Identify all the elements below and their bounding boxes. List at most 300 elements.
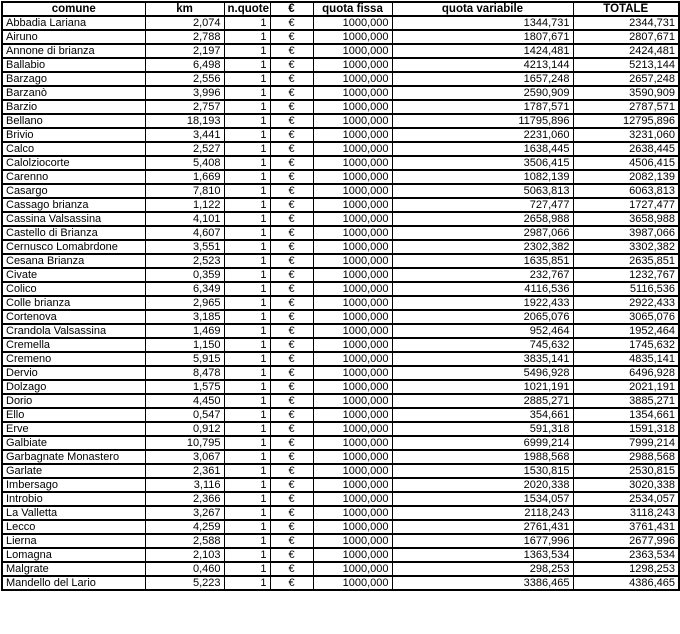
cell-comune: Crandola Valsassina — [2, 324, 145, 338]
cell-comune: Cassago brianza — [2, 198, 145, 212]
cell-totale: 3118,243 — [573, 506, 679, 520]
cell-quota-variabile: 2987,066 — [392, 226, 573, 240]
cell-euro: € — [270, 142, 313, 156]
cell-quota-variabile: 11795,896 — [392, 114, 573, 128]
cell-quota-fissa: 1000,000 — [313, 58, 392, 72]
cell-comune: Abbadia Lariana — [2, 16, 145, 30]
cell-quota-variabile: 591,318 — [392, 422, 573, 436]
cell-comune: Brivio — [2, 128, 145, 142]
cell-n-quote: 1 — [224, 268, 270, 282]
cell-km: 2,588 — [145, 534, 224, 548]
cell-km: 3,185 — [145, 310, 224, 324]
cell-totale: 2021,191 — [573, 380, 679, 394]
table-row — [2, 296, 679, 310]
table-row — [2, 506, 679, 520]
cell-n-quote: 1 — [224, 30, 270, 44]
cell-km: 5,915 — [145, 352, 224, 366]
cell-quota-variabile: 1082,139 — [392, 170, 573, 184]
cell-totale: 1591,318 — [573, 422, 679, 436]
cell-quota-fissa: 1000,000 — [313, 576, 392, 590]
cell-km: 3,996 — [145, 86, 224, 100]
column-header-totale: TOTALE — [573, 2, 679, 16]
cell-km: 3,267 — [145, 506, 224, 520]
cell-comune: Cernusco Lomabrdone — [2, 240, 145, 254]
cell-n-quote: 1 — [224, 170, 270, 184]
cell-euro: € — [270, 240, 313, 254]
cell-euro: € — [270, 156, 313, 170]
cell-comune: Calco — [2, 142, 145, 156]
cell-comune: Barzanò — [2, 86, 145, 100]
cell-totale: 2534,057 — [573, 492, 679, 506]
cell-n-quote: 1 — [224, 58, 270, 72]
cell-totale: 6496,928 — [573, 366, 679, 380]
cell-km: 2,527 — [145, 142, 224, 156]
cell-euro: € — [270, 338, 313, 352]
cell-km: 1,669 — [145, 170, 224, 184]
cell-quota-variabile: 4116,536 — [392, 282, 573, 296]
cell-totale: 3020,338 — [573, 478, 679, 492]
cell-comune: Casargo — [2, 184, 145, 198]
cell-totale: 4835,141 — [573, 352, 679, 366]
table-row — [2, 534, 679, 548]
cell-quota-fissa: 1000,000 — [313, 142, 392, 156]
cell-quota-fissa: 1000,000 — [313, 562, 392, 576]
cell-comune: Cremeno — [2, 352, 145, 366]
cell-n-quote: 1 — [224, 478, 270, 492]
cell-quota-variabile: 3506,415 — [392, 156, 573, 170]
cell-quota-fissa: 1000,000 — [313, 268, 392, 282]
cell-totale: 1745,632 — [573, 338, 679, 352]
table-row — [2, 30, 679, 44]
cell-km: 0,547 — [145, 408, 224, 422]
column-header-quota-variabile: quota variabile — [392, 2, 573, 16]
cell-quota-variabile: 1344,731 — [392, 16, 573, 30]
cell-totale: 2677,996 — [573, 534, 679, 548]
cell-comune: Introbio — [2, 492, 145, 506]
cell-totale: 3761,431 — [573, 520, 679, 534]
cell-comune: Malgrate — [2, 562, 145, 576]
cell-quota-variabile: 1363,534 — [392, 548, 573, 562]
cell-quota-fissa: 1000,000 — [313, 100, 392, 114]
cell-euro: € — [270, 100, 313, 114]
table-row — [2, 464, 679, 478]
cell-totale: 4506,415 — [573, 156, 679, 170]
cell-comune: Civate — [2, 268, 145, 282]
cell-euro: € — [270, 422, 313, 436]
cell-km: 1,575 — [145, 380, 224, 394]
table-row — [2, 394, 679, 408]
table-row — [2, 366, 679, 380]
cell-comune: Ballabio — [2, 58, 145, 72]
table-row — [2, 44, 679, 58]
table-row — [2, 114, 679, 128]
cell-totale: 2344,731 — [573, 16, 679, 30]
cell-quota-fissa: 1000,000 — [313, 380, 392, 394]
cell-euro: € — [270, 492, 313, 506]
cell-euro: € — [270, 366, 313, 380]
cell-quota-variabile: 2065,076 — [392, 310, 573, 324]
cell-n-quote: 1 — [224, 128, 270, 142]
cell-comune: Calolziocorte — [2, 156, 145, 170]
cell-km: 1,150 — [145, 338, 224, 352]
cell-comune: Erve — [2, 422, 145, 436]
table-row — [2, 16, 679, 30]
cell-quota-fissa: 1000,000 — [313, 408, 392, 422]
cell-quota-fissa: 1000,000 — [313, 464, 392, 478]
table-row — [2, 240, 679, 254]
table-row — [2, 254, 679, 268]
cell-quota-variabile: 4213,144 — [392, 58, 573, 72]
cell-quota-fissa: 1000,000 — [313, 492, 392, 506]
cell-euro: € — [270, 534, 313, 548]
cell-n-quote: 1 — [224, 394, 270, 408]
cell-comune: Lecco — [2, 520, 145, 534]
cell-euro: € — [270, 324, 313, 338]
cell-euro: € — [270, 170, 313, 184]
cell-totale: 2082,139 — [573, 170, 679, 184]
cell-quota-fissa: 1000,000 — [313, 366, 392, 380]
cell-n-quote: 1 — [224, 436, 270, 450]
cell-euro: € — [270, 450, 313, 464]
cell-totale: 3885,271 — [573, 394, 679, 408]
table-row — [2, 324, 679, 338]
cell-comune: Mandello del Lario — [2, 576, 145, 590]
cell-quota-variabile: 232,767 — [392, 268, 573, 282]
cell-km: 2,103 — [145, 548, 224, 562]
cell-quota-fissa: 1000,000 — [313, 16, 392, 30]
cell-quota-variabile: 1424,481 — [392, 44, 573, 58]
cell-n-quote: 1 — [224, 534, 270, 548]
table-row — [2, 226, 679, 240]
cell-n-quote: 1 — [224, 506, 270, 520]
cell-quota-variabile: 354,661 — [392, 408, 573, 422]
cell-n-quote: 1 — [224, 450, 270, 464]
cell-totale: 2787,571 — [573, 100, 679, 114]
cell-n-quote: 1 — [224, 562, 270, 576]
cell-km: 10,795 — [145, 436, 224, 450]
cell-n-quote: 1 — [224, 576, 270, 590]
cell-totale: 6063,813 — [573, 184, 679, 198]
cell-euro: € — [270, 436, 313, 450]
cell-quota-variabile: 3835,141 — [392, 352, 573, 366]
table-row — [2, 436, 679, 450]
table-row — [2, 268, 679, 282]
cell-quota-variabile: 2885,271 — [392, 394, 573, 408]
cell-km: 2,361 — [145, 464, 224, 478]
cell-euro: € — [270, 16, 313, 30]
cell-comune: Castello di Brianza — [2, 226, 145, 240]
cell-quota-variabile: 5496,928 — [392, 366, 573, 380]
cell-totale: 2530,815 — [573, 464, 679, 478]
cell-quota-fissa: 1000,000 — [313, 422, 392, 436]
cell-km: 3,116 — [145, 478, 224, 492]
cell-quota-fissa: 1000,000 — [313, 254, 392, 268]
cell-n-quote: 1 — [224, 464, 270, 478]
cell-km: 2,074 — [145, 16, 224, 30]
cell-euro: € — [270, 520, 313, 534]
cell-km: 1,469 — [145, 324, 224, 338]
cell-comune: Carenno — [2, 170, 145, 184]
cell-quota-variabile: 5063,813 — [392, 184, 573, 198]
cell-n-quote: 1 — [224, 114, 270, 128]
cell-quota-variabile: 2761,431 — [392, 520, 573, 534]
cell-km: 18,193 — [145, 114, 224, 128]
cell-km: 2,556 — [145, 72, 224, 86]
cell-quota-fissa: 1000,000 — [313, 534, 392, 548]
cell-euro: € — [270, 478, 313, 492]
table-row — [2, 422, 679, 436]
cell-km: 4,259 — [145, 520, 224, 534]
table-row — [2, 492, 679, 506]
cell-comune: Ello — [2, 408, 145, 422]
cell-comune: Garlate — [2, 464, 145, 478]
cell-comune: Dolzago — [2, 380, 145, 394]
cell-n-quote: 1 — [224, 254, 270, 268]
table-row — [2, 86, 679, 100]
cell-quota-fissa: 1000,000 — [313, 226, 392, 240]
table-row — [2, 198, 679, 212]
cell-km: 2,523 — [145, 254, 224, 268]
cell-totale: 2807,671 — [573, 30, 679, 44]
column-header-comune: comune — [2, 2, 145, 16]
cell-km: 2,757 — [145, 100, 224, 114]
cell-n-quote: 1 — [224, 16, 270, 30]
cell-quota-fissa: 1000,000 — [313, 310, 392, 324]
cell-km: 5,408 — [145, 156, 224, 170]
cell-quota-fissa: 1000,000 — [313, 128, 392, 142]
cell-quota-fissa: 1000,000 — [313, 170, 392, 184]
cell-n-quote: 1 — [224, 72, 270, 86]
cell-quota-fissa: 1000,000 — [313, 198, 392, 212]
cell-quota-fissa: 1000,000 — [313, 296, 392, 310]
cell-quota-variabile: 1807,671 — [392, 30, 573, 44]
cell-n-quote: 1 — [224, 366, 270, 380]
cell-euro: € — [270, 394, 313, 408]
cell-n-quote: 1 — [224, 310, 270, 324]
cell-euro: € — [270, 548, 313, 562]
table-row — [2, 184, 679, 198]
cell-euro: € — [270, 128, 313, 142]
cell-comune: Lierna — [2, 534, 145, 548]
cell-quota-fissa: 1000,000 — [313, 72, 392, 86]
cell-totale: 2424,481 — [573, 44, 679, 58]
table-row — [2, 310, 679, 324]
cell-km: 6,498 — [145, 58, 224, 72]
cell-km: 3,067 — [145, 450, 224, 464]
table-row — [2, 212, 679, 226]
table-row — [2, 548, 679, 562]
cell-km: 3,441 — [145, 128, 224, 142]
cell-quota-variabile: 2590,909 — [392, 86, 573, 100]
cell-quota-variabile: 1988,568 — [392, 450, 573, 464]
cell-totale: 4386,465 — [573, 576, 679, 590]
cell-quota-variabile: 3386,465 — [392, 576, 573, 590]
cell-n-quote: 1 — [224, 100, 270, 114]
table-row — [2, 576, 679, 590]
cell-quota-variabile: 6999,214 — [392, 436, 573, 450]
cell-quota-fissa: 1000,000 — [313, 450, 392, 464]
cell-totale: 3590,909 — [573, 86, 679, 100]
cell-comune: Barzago — [2, 72, 145, 86]
cell-km: 2,965 — [145, 296, 224, 310]
cell-comune: Garbagnate Monastero — [2, 450, 145, 464]
cell-km: 4,450 — [145, 394, 224, 408]
cell-km: 8,478 — [145, 366, 224, 380]
cell-euro: € — [270, 86, 313, 100]
table-row — [2, 142, 679, 156]
table-row — [2, 520, 679, 534]
cell-km: 6,349 — [145, 282, 224, 296]
cell-totale: 12795,896 — [573, 114, 679, 128]
cell-km: 0,912 — [145, 422, 224, 436]
cell-euro: € — [270, 226, 313, 240]
cell-euro: € — [270, 576, 313, 590]
quota-table — [1, 1, 680, 591]
cell-euro: € — [270, 464, 313, 478]
column-header-n-quote: n.quote — [224, 2, 270, 16]
cell-quota-fissa: 1000,000 — [313, 184, 392, 198]
cell-n-quote: 1 — [224, 338, 270, 352]
cell-euro: € — [270, 44, 313, 58]
cell-totale: 2657,248 — [573, 72, 679, 86]
cell-quota-variabile: 745,632 — [392, 338, 573, 352]
table-row — [2, 408, 679, 422]
cell-euro: € — [270, 198, 313, 212]
cell-totale: 2922,433 — [573, 296, 679, 310]
table-header-row — [2, 2, 679, 16]
cell-n-quote: 1 — [224, 142, 270, 156]
cell-quota-fissa: 1000,000 — [313, 240, 392, 254]
cell-euro: € — [270, 506, 313, 520]
cell-km: 4,101 — [145, 212, 224, 226]
cell-comune: Colle brianza — [2, 296, 145, 310]
cell-totale: 5116,536 — [573, 282, 679, 296]
cell-quota-variabile: 1021,191 — [392, 380, 573, 394]
cell-n-quote: 1 — [224, 156, 270, 170]
cell-comune: Imbersago — [2, 478, 145, 492]
cell-quota-fissa: 1000,000 — [313, 436, 392, 450]
cell-euro: € — [270, 380, 313, 394]
cell-n-quote: 1 — [224, 520, 270, 534]
table-row — [2, 128, 679, 142]
cell-totale: 2638,445 — [573, 142, 679, 156]
cell-quota-fissa: 1000,000 — [313, 338, 392, 352]
cell-comune: Galbiate — [2, 436, 145, 450]
cell-euro: € — [270, 310, 313, 324]
cell-totale: 2988,568 — [573, 450, 679, 464]
cell-n-quote: 1 — [224, 240, 270, 254]
cell-comune: Cremella — [2, 338, 145, 352]
cell-euro: € — [270, 212, 313, 226]
cell-n-quote: 1 — [224, 226, 270, 240]
cell-n-quote: 1 — [224, 296, 270, 310]
table-row — [2, 72, 679, 86]
column-header-euro: € — [270, 2, 313, 16]
table-row — [2, 380, 679, 394]
cell-euro: € — [270, 352, 313, 366]
cell-euro: € — [270, 114, 313, 128]
cell-quota-fissa: 1000,000 — [313, 352, 392, 366]
table-row — [2, 450, 679, 464]
cell-euro: € — [270, 562, 313, 576]
cell-quota-variabile: 2658,988 — [392, 212, 573, 226]
cell-quota-variabile: 1534,057 — [392, 492, 573, 506]
cell-n-quote: 1 — [224, 282, 270, 296]
cell-km: 7,810 — [145, 184, 224, 198]
cell-totale: 2635,851 — [573, 254, 679, 268]
cell-comune: Cesana Brianza — [2, 254, 145, 268]
cell-quota-variabile: 2302,382 — [392, 240, 573, 254]
cell-quota-fissa: 1000,000 — [313, 506, 392, 520]
cell-quota-fissa: 1000,000 — [313, 114, 392, 128]
cell-n-quote: 1 — [224, 408, 270, 422]
cell-quota-variabile: 727,477 — [392, 198, 573, 212]
table-row — [2, 156, 679, 170]
cell-quota-fissa: 1000,000 — [313, 478, 392, 492]
cell-quota-variabile: 952,464 — [392, 324, 573, 338]
cell-quota-variabile: 1787,571 — [392, 100, 573, 114]
cell-quota-fissa: 1000,000 — [313, 282, 392, 296]
cell-km: 0,359 — [145, 268, 224, 282]
cell-km: 2,788 — [145, 30, 224, 44]
cell-euro: € — [270, 296, 313, 310]
table-row — [2, 562, 679, 576]
cell-km: 5,223 — [145, 576, 224, 590]
cell-totale: 3302,382 — [573, 240, 679, 254]
cell-euro: € — [270, 58, 313, 72]
cell-n-quote: 1 — [224, 422, 270, 436]
cell-quota-variabile: 1922,433 — [392, 296, 573, 310]
cell-km: 0,460 — [145, 562, 224, 576]
cell-comune: Cassina Valsassina — [2, 212, 145, 226]
cell-totale: 3065,076 — [573, 310, 679, 324]
cell-km: 4,607 — [145, 226, 224, 240]
cell-n-quote: 1 — [224, 212, 270, 226]
column-header-quota-fissa: quota fissa — [313, 2, 392, 16]
cell-euro: € — [270, 30, 313, 44]
cell-comune: Bellano — [2, 114, 145, 128]
table-row — [2, 282, 679, 296]
cell-comune: Dorio — [2, 394, 145, 408]
table-row — [2, 170, 679, 184]
table-row — [2, 100, 679, 114]
cell-euro: € — [270, 72, 313, 86]
cell-comune: Airuno — [2, 30, 145, 44]
table-row — [2, 478, 679, 492]
cell-n-quote: 1 — [224, 86, 270, 100]
cell-quota-fissa: 1000,000 — [313, 156, 392, 170]
cell-totale: 1727,477 — [573, 198, 679, 212]
cell-comune: Annone di brianza — [2, 44, 145, 58]
cell-quota-variabile: 1530,815 — [392, 464, 573, 478]
table-row — [2, 338, 679, 352]
cell-n-quote: 1 — [224, 352, 270, 366]
cell-n-quote: 1 — [224, 198, 270, 212]
cell-n-quote: 1 — [224, 44, 270, 58]
cell-quota-variabile: 1657,248 — [392, 72, 573, 86]
cell-km: 1,122 — [145, 198, 224, 212]
cell-quota-variabile: 298,253 — [392, 562, 573, 576]
table-row — [2, 58, 679, 72]
cell-quota-fissa: 1000,000 — [313, 212, 392, 226]
cell-totale: 1952,464 — [573, 324, 679, 338]
cell-quota-fissa: 1000,000 — [313, 548, 392, 562]
cell-quota-fissa: 1000,000 — [313, 394, 392, 408]
cell-euro: € — [270, 282, 313, 296]
cell-comune: Barzio — [2, 100, 145, 114]
cell-totale: 7999,214 — [573, 436, 679, 450]
table-row — [2, 352, 679, 366]
